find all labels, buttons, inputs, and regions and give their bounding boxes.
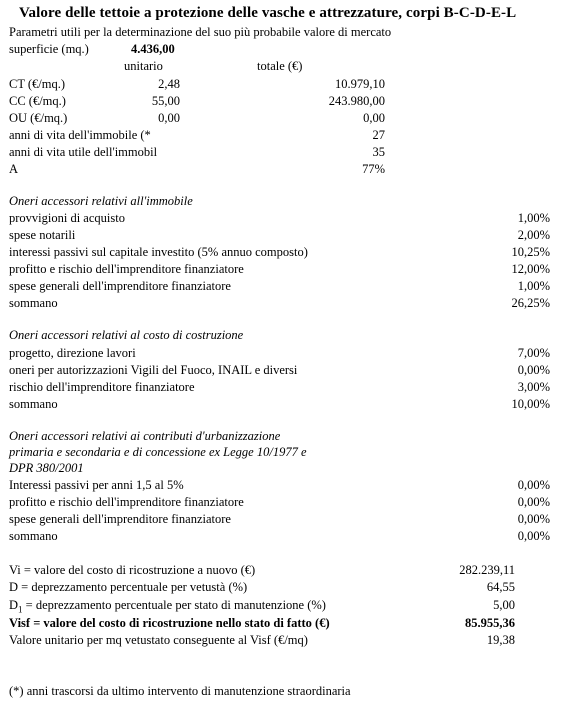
cost-row-label: CC (€/mq.) — [9, 94, 66, 108]
summary-vi-value: 282.239,11 — [459, 563, 515, 577]
cost-row-total: 10.979,10 — [335, 77, 385, 91]
summary-unitario-label: Valore unitario per mq vetustato conseguente al Visf (€/mq) — [9, 633, 308, 647]
summary-d1-subscript: 1 — [18, 604, 23, 615]
onere-row-value: 0,00% — [517, 495, 550, 509]
summary-visf-label: Visf = valore del costo di ricostruzione nello stato di fatto (€) — [9, 616, 330, 630]
superficie-label: superficie (mq.) — [9, 42, 89, 56]
onere-row-label: spese notarili — [9, 228, 76, 242]
onere-row-value: 1,00% — [517, 211, 550, 225]
onere-row-value: 10,25% — [511, 245, 550, 259]
header-unitario: unitario — [124, 59, 163, 73]
summary-d-value: 64,55 — [486, 580, 515, 594]
summary-d1-value: 5,00 — [493, 598, 515, 612]
life-row-label: anni di vita utile dell'immobil — [9, 145, 158, 159]
summary-d1-text: = deprezzamento percentuale per stato di manutenzione (%) — [22, 598, 326, 612]
cost-row-unit: 0,00 — [158, 111, 180, 125]
onere-row-value: 12,00% — [511, 262, 550, 276]
section-heading-costruzione: Oneri accessori relativi al costo di costruzione — [9, 328, 244, 342]
onere-row-label: interessi passivi sul capitale investito (5% annuo composto) — [9, 245, 308, 259]
onere-row-label: spese generali dell'imprenditore finanziatore — [9, 512, 231, 526]
life-row-value: 27 — [372, 128, 385, 142]
onere-row-label: profitto e rischio dell'imprenditore finanziatore — [9, 262, 244, 276]
onere-row-value: 0,00% — [517, 363, 550, 377]
onere-row-label: rischio dell'imprenditore finanziatore — [9, 380, 195, 394]
section-heading-urbanizzazione: primaria e secondaria e di concessione ex Legge 10/1977 e — [9, 445, 307, 459]
summary-vi-label: Vi = valore del costo di ricostruzione a nuovo (€) — [9, 563, 256, 577]
onere-row-value: 3,00% — [517, 380, 550, 394]
summary-d1-symbol: D — [9, 598, 19, 612]
superficie-value: 4.436,00 — [131, 42, 175, 56]
header-totale: totale (€) — [257, 59, 303, 73]
section-heading-urbanizzazione: Oneri accessori relativi ai contributi d'urbanizzazione — [9, 429, 281, 443]
onere-row-value: 0,00% — [517, 512, 550, 526]
cost-row-label: OU (€/mq.) — [9, 111, 68, 125]
onere-row-value: 0,00% — [517, 529, 550, 543]
onere-row-value: 1,00% — [517, 279, 550, 293]
onere-row-value: 2,00% — [517, 228, 550, 242]
intro-text: Parametri utili per la determinazione del suo più probabile valore di mercato — [9, 25, 392, 39]
onere-row-label: Interessi passivi per anni 1,5 al 5% — [9, 478, 184, 492]
cost-row-total: 243.980,00 — [328, 94, 385, 108]
summary-unitario-value: 19,38 — [486, 633, 515, 647]
summary-d-label: D = deprezzamento percentuale per vetustà (%) — [9, 580, 248, 594]
onere-row-value: 26,25% — [511, 296, 550, 310]
cost-row-total: 0,00 — [363, 111, 385, 125]
page-title: Valore delle tettoie a protezione delle vasche e attrezzature, corpi B-C-D-E-L — [19, 5, 517, 21]
onere-row-value: 7,00% — [517, 346, 550, 360]
onere-row-label: sommano — [9, 529, 58, 543]
life-row-value: 77% — [362, 162, 385, 176]
life-row-label: A — [9, 162, 19, 176]
life-row-value: 35 — [372, 145, 385, 159]
onere-row-label: progetto, direzione lavori — [9, 346, 136, 360]
cost-row-unit: 2,48 — [158, 77, 180, 91]
onere-row-label: sommano — [9, 296, 58, 310]
footnote: (*) anni trascorsi da ultimo intervento di manutenzione straordinaria — [9, 684, 351, 698]
onere-row-value: 10,00% — [511, 397, 550, 411]
onere-row-label: profitto e rischio dell'imprenditore finanziatore — [9, 495, 244, 509]
onere-row-label: provvigioni di acquisto — [9, 211, 125, 225]
summary-d1-label — [9, 598, 326, 617]
onere-row-label: sommano — [9, 397, 58, 411]
onere-row-label: spese generali dell'imprenditore finanziatore — [9, 279, 231, 293]
section-heading-urbanizzazione: DPR 380/2001 — [9, 461, 84, 475]
onere-row-label: oneri per autorizzazioni Vigili del Fuoco, INAIL e diversi — [9, 363, 298, 377]
life-row-label: anni di vita dell'immobile (* — [9, 128, 151, 142]
cost-row-label: CT (€/mq.) — [9, 77, 66, 91]
summary-visf-value: 85.955,36 — [465, 616, 515, 630]
section-heading-immobile: Oneri accessori relativi all'immobile — [9, 194, 193, 208]
cost-row-unit: 55,00 — [151, 94, 180, 108]
onere-row-value: 0,00% — [517, 478, 550, 492]
